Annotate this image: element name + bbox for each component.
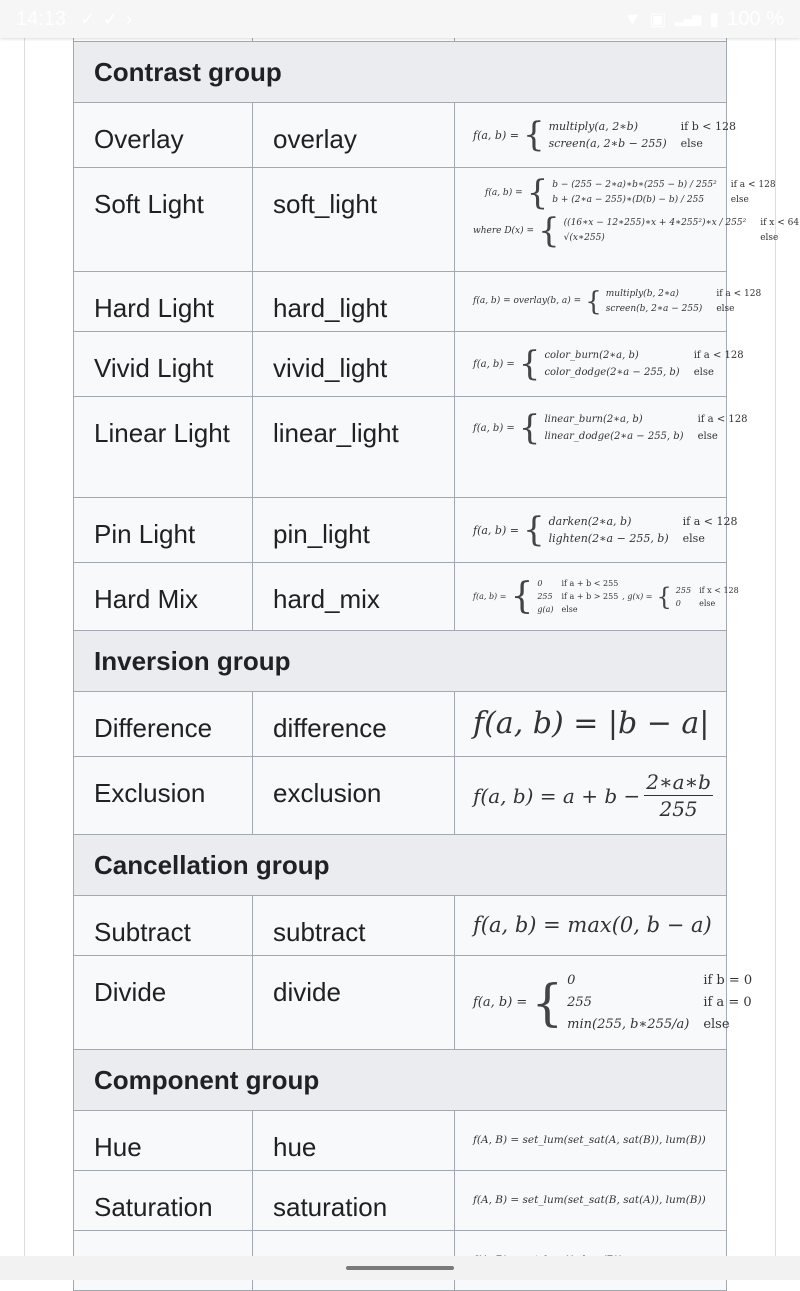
- table-row: [73, 332, 744, 397]
- mode-formula: f(a, b) = |b − a|: [473, 706, 710, 741]
- group-header-contrast: [73, 42, 727, 103]
- mode-formula: f(A, B) = set_lum(set_sat(A, sat(B)), lum(B)): [473, 1134, 706, 1146]
- mode-key: hue: [253, 1111, 455, 1170]
- mode-key: pin_light: [253, 498, 455, 562]
- status-time: 14:13: [16, 7, 67, 30]
- mode-key: hard_mix: [253, 563, 455, 630]
- mode-formula: f(a, b) = overlay(b, a) = { multiply(b, 2∗a) if a < 128 screen(b, 2∗a − 255) else: [473, 286, 762, 317]
- table-row: [73, 397, 748, 498]
- table-row: [73, 168, 800, 272]
- mode-name: Hard Mix: [74, 563, 253, 630]
- mode-name: Vivid Light: [74, 332, 253, 396]
- mode-formula: f(a, b) = { darken(2∗a, b) if a < 128 lighten(2∗a − 255, b) else: [473, 510, 738, 550]
- group-title: Contrast group: [94, 56, 282, 87]
- table-row: [73, 1171, 727, 1231]
- mode-formula: f(a, b) = { multiply(a, 2∗b) if b < 128 screen(a, 2∗b − 255) else: [473, 115, 736, 155]
- status-bar: [0, 0, 800, 38]
- mode-name: Hard Light: [74, 272, 253, 331]
- chevron-right-icon: ›: [126, 8, 133, 29]
- table-row: [73, 498, 738, 563]
- check-icon: ✓: [80, 8, 96, 29]
- mode-name: Soft Light: [74, 168, 253, 271]
- battery-level: 100 %: [727, 7, 784, 30]
- sim-icon: ▣: [649, 8, 667, 29]
- group-header-cancellation: [73, 835, 727, 896]
- table-row: [73, 103, 736, 168]
- mode-formula: f(a, b) = { b − (255 − 2∗a)∗b∗(255 − b) / 255² if a < 128 b + (2∗a − 255)∗(D(b) − b) / 255 else where D(x) = { ((16∗x − 12∗255)∗x + 4∗255²)∗x / 255² if x < 64 √(x∗255) else: [473, 173, 800, 251]
- table-row: [73, 272, 762, 332]
- mode-name: Divide: [74, 956, 253, 1049]
- mode-key: exclusion: [253, 757, 455, 834]
- mode-key: overlay: [253, 103, 455, 167]
- mode-key: difference: [253, 692, 455, 756]
- group-title: Cancellation group: [94, 849, 330, 880]
- mode-key: soft_light: [253, 168, 455, 271]
- mode-formula: f(a, b) = { 0 if a + b < 255 255 if a + b > 255 g(a) else , g(x) = { 255 if x < 128 0 else: [473, 575, 739, 617]
- mode-formula: f(A, B) = set_lum(set_sat(B, sat(A)), lum(B)): [473, 1194, 706, 1206]
- mode-key: saturation: [253, 1171, 455, 1230]
- mode-name: Difference: [74, 692, 253, 756]
- table-row: [73, 563, 739, 631]
- mode-key: hard_light: [253, 272, 455, 331]
- mode-formula: f(a, b) = { color_burn(2∗a, b) if a < 128 color_dodge(2∗a − 255, b) else: [473, 344, 744, 384]
- mode-formula: f(a, b) = { 0 if b = 0 255 if a = 0 min(255, b∗255/a) else: [473, 972, 753, 1032]
- table-row: [73, 956, 753, 1050]
- mode-name: Hue: [74, 1111, 253, 1170]
- table-row: [73, 896, 727, 956]
- battery-icon: ▮: [709, 8, 720, 29]
- group-title: Component group: [94, 1064, 320, 1095]
- mode-name: Pin Light: [74, 498, 253, 562]
- mode-formula: f(a, b) = { linear_burn(2∗a, b) if a < 128 linear_dodge(2∗a − 255, b) else: [473, 408, 748, 448]
- check-icon: ✓: [103, 8, 119, 29]
- mode-key: divide: [253, 956, 455, 1049]
- table-row: [73, 1111, 727, 1171]
- mode-name: Saturation: [74, 1171, 253, 1230]
- group-header-component: [73, 1050, 727, 1111]
- mode-key: subtract: [253, 896, 455, 955]
- home-gesture-handle[interactable]: [346, 1266, 454, 1270]
- mode-name: Overlay: [74, 103, 253, 167]
- mode-formula: f(a, b) = max(0, b − a): [473, 913, 712, 937]
- navigation-bar: [0, 1256, 800, 1280]
- blend-modes-table: [73, 38, 800, 1256]
- wifi-icon: ▼: [623, 8, 642, 29]
- table-row: [73, 757, 727, 835]
- group-title: Inversion group: [94, 645, 291, 676]
- mode-key: linear_light: [253, 397, 455, 497]
- signal-icon: ▂▄▆: [674, 12, 702, 26]
- mode-name: Linear Light: [74, 397, 253, 497]
- mode-key: vivid_light: [253, 332, 455, 396]
- mode-name: Exclusion: [74, 757, 253, 834]
- mode-formula: f(a, b) = a + b − $\frac{2∗a∗b}{255}$: [473, 770, 711, 821]
- table-row: [73, 692, 727, 757]
- group-header-inversion: [73, 631, 727, 692]
- page-border-left: [24, 38, 25, 1258]
- mode-name: Subtract: [74, 896, 253, 955]
